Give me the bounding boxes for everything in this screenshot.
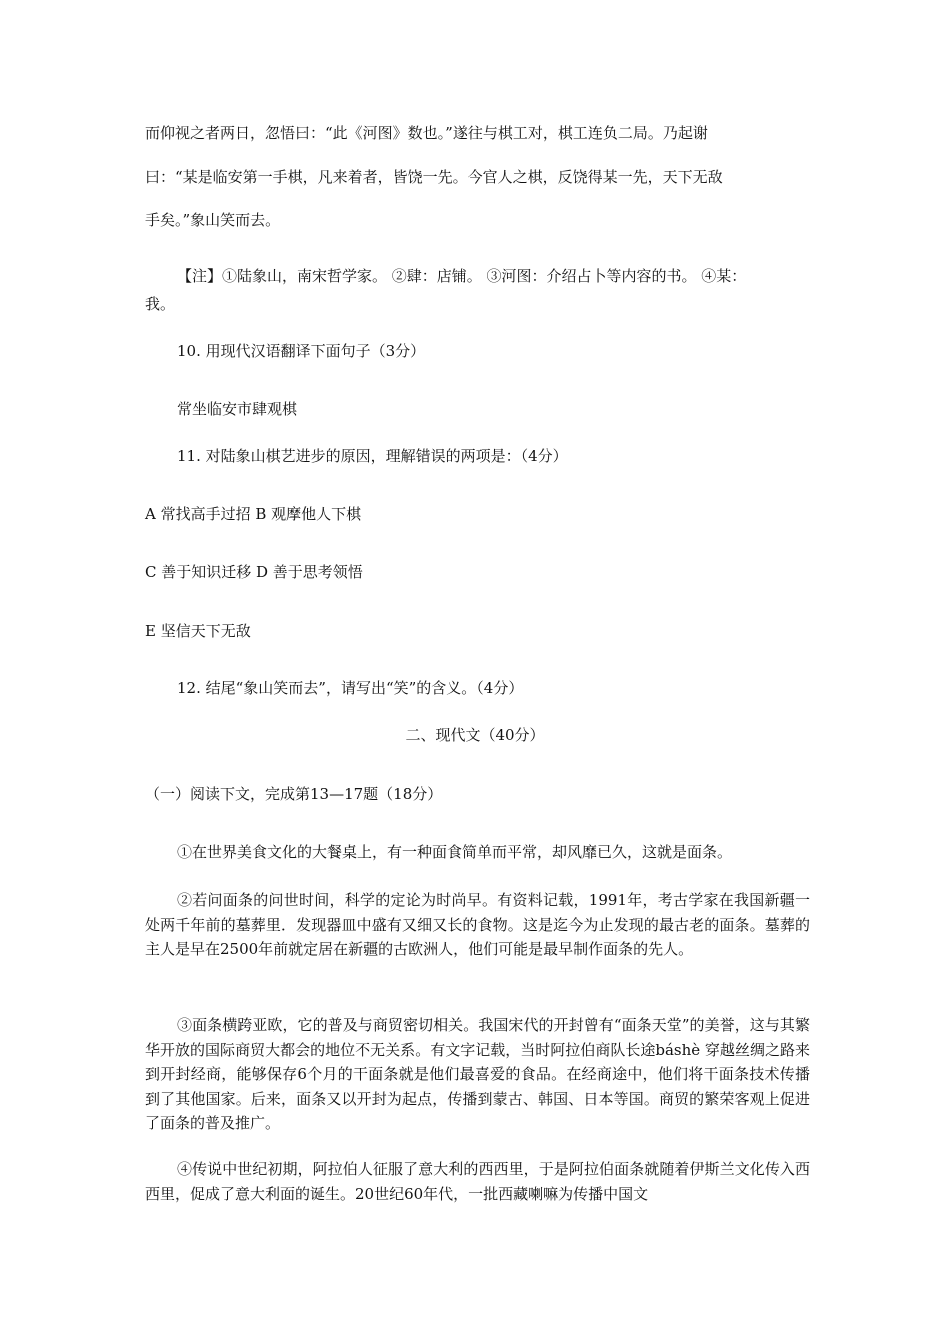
annotation-note-line-2: 我。: [145, 295, 176, 313]
question-11: 11. 对陆象山棋艺进步的原因，理解错误的两项是：（4分）: [177, 447, 568, 465]
section-2-instruction: （一）阅读下文，完成第13—17题（18分）: [145, 785, 443, 803]
section-2-title: 二、现代文（40分）: [405, 726, 545, 744]
annotation-note-line-1: [145, 265, 810, 287]
classical-text-line-3: 手矣。”象山笑而去。: [145, 211, 281, 229]
article-paragraph-2: ②若问面条的问世时间，科学的定论为时尚早。有资料记载，1991年，考古学家在我国新疆一处两千年前的墓葬里．发现器皿中盛有又细又长的食物。这是迄今为止发现的最古老的面条。墓葬的主人是早在2500年前就定居在新疆的古欧洲人，他们可能是最早制作面条的先人。: [145, 891, 810, 958]
question-11-option-cd: C 善于知识迁移 D 善于思考领悟: [145, 563, 363, 581]
article-paragraph-1: ①在世界美食文化的大餐桌上，有一种面食简单而平常，却风靡已久，这就是面条。: [177, 843, 733, 861]
article-paragraph-3: ③面条横跨亚欧，它的普及与商贸密切相关。我国宋代的开封曾有“面条天堂”的美誉，这与其繁华开放的国际商贸大都会的地位不无关系。有文字记载，当时阿拉伯商队长途báshè 穿越丝绸之路来到开封经商，能够保存6个月的干面条就是他们最喜爱的食品。在经商途中，他们将干面条技术传播到了其他国家。后来，面条又以开封为起点，传播到蒙古、韩国、日本等国。商贸的繁荣客观上促进了面条的普及推广。: [145, 1016, 810, 1132]
classical-text-line-1: 而仰视之者两日，忽悟曰：“此《河图》数也。”遂往与棋工对，棋工连负二局。乃起谢: [145, 124, 708, 142]
classical-text-line-2: 曰：“某是临安第一手棋，凡来着者，皆饶一先。今官人之棋，反饶得某一先，天下无敌: [145, 168, 723, 186]
question-11-option-ab: A 常找高手过招 B 观摩他人下棋: [145, 505, 362, 523]
question-12: 12. 结尾“象山笑而去”，请写出“笑”的含义。（4分）: [177, 679, 524, 697]
question-10-sentence: 常坐临安市肆观棋: [177, 400, 298, 418]
question-11-option-e: E 坚信天下无敌: [145, 622, 251, 640]
article-paragraph-4: ④传说中世纪初期，阿拉伯人征服了意大利的西西里，于是阿拉伯面条就随着伊斯兰文化传入西西里，促成了意大利面的诞生。20世纪60年代，一批西藏喇嘛为传播中国文: [145, 1160, 810, 1203]
question-10: 10. 用现代汉语翻译下面句子（3分）: [177, 342, 426, 360]
annotation-note-text: 【注】①陆象山，南宋哲学家。 ②肆：店铺。 ③河图：介绍占卜等内容的书。 ④某：: [177, 267, 747, 285]
